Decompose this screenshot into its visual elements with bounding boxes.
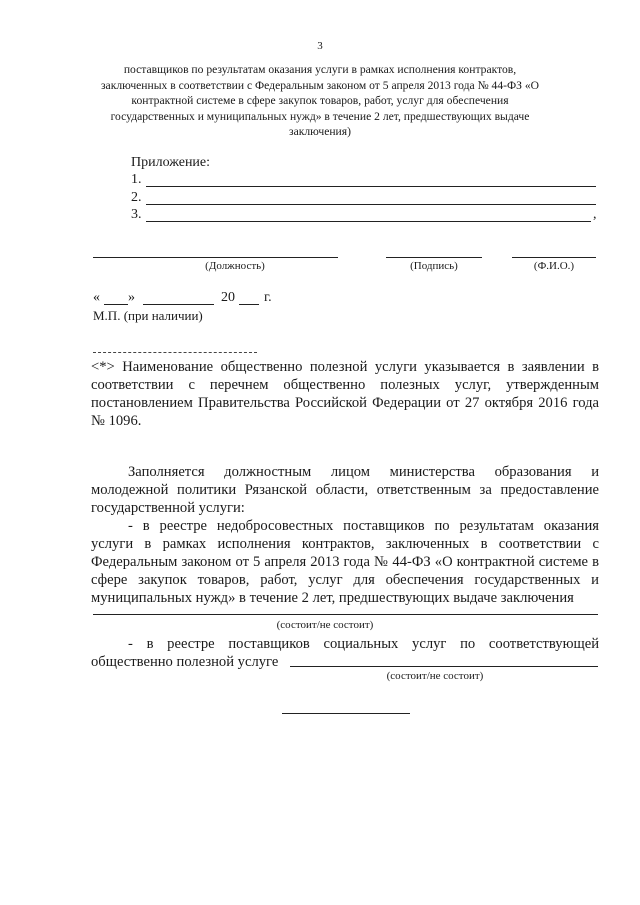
- ministry-intro: Заполняется должностным лицом министерства образования и молодежной политики Рязанской области, ответственным за предоставление государственной услуги:: [91, 464, 599, 516]
- date-day-line: [104, 304, 128, 305]
- date-year-prefix: 20: [221, 290, 235, 305]
- registry-item-2: - в реестре поставщиков социальных услуг по соответствующей общественно полезной услуге: [91, 636, 599, 670]
- footnote-separator: [93, 352, 257, 353]
- appendix-label: Приложение:: [131, 155, 211, 170]
- date-month-line: [143, 304, 214, 305]
- appendix-item-1-line: [146, 186, 596, 187]
- page-number: 3: [317, 40, 323, 52]
- appendix-item-3-number: 3.: [131, 207, 142, 222]
- registry-item-2-line: [290, 666, 598, 667]
- footnote-text: <*> Наименование общественно полезной услуги указывается в заявлении в соответствии с перечнем общественно полезных услуг, утвержденным постановлением Правительства Российской Федерации от 27 октября 2016 года № 1096.: [91, 359, 599, 429]
- appendix-item-2-line: [146, 204, 596, 205]
- date-open-quote: «: [93, 290, 100, 305]
- registry-item-1-caption: (состоит/не состоит): [276, 619, 374, 631]
- header-text: поставщиков по результатам оказания услуги в рамках исполнения контрактов, заключенных в соответствии с Федеральным законом от 5 апреля 2013 года № 44-ФЗ «О контрактной системе в сфере закупок товаров, работ, услуг для обеспечения государственных и муниципальных нужд» в течение 2 лет, предшествующих выдаче заключения): [100, 63, 540, 139]
- name-caption: (Ф.И.О.): [533, 260, 575, 272]
- appendix-item-3-line: [146, 221, 591, 222]
- signature-line: [386, 257, 482, 258]
- registry-item-1-line: [93, 614, 598, 615]
- stamp-label: М.П. (при наличии): [93, 308, 203, 323]
- position-caption: (Должность): [205, 260, 265, 272]
- date-year-line: [239, 304, 259, 305]
- signature-caption: (Подпись): [410, 260, 458, 272]
- closing-rule: [282, 713, 410, 714]
- name-line: [512, 257, 596, 258]
- registry-item-1: - в реестре недобросовестных поставщиков по результатам оказания услуги в рамках исполнения контрактов, заключенных в соответствии с Федеральным законом от 5 апреля 2013 года № 44-ФЗ «О контрактной системе в сфере закупок товаров, работ, услуг для обеспечения государственных и муниципальных нужд» в течение 2 лет, предшествующих выдаче заключения: [91, 518, 599, 606]
- appendix-item-1-number: 1.: [131, 172, 142, 187]
- appendix-comma: ,: [593, 207, 597, 222]
- date-year-suffix: г.: [264, 290, 272, 305]
- date-close-quote: »: [128, 290, 135, 305]
- position-line: [93, 257, 338, 258]
- registry-item-2-caption: (состоит/не состоит): [386, 670, 484, 682]
- appendix-item-2-number: 2.: [131, 190, 142, 205]
